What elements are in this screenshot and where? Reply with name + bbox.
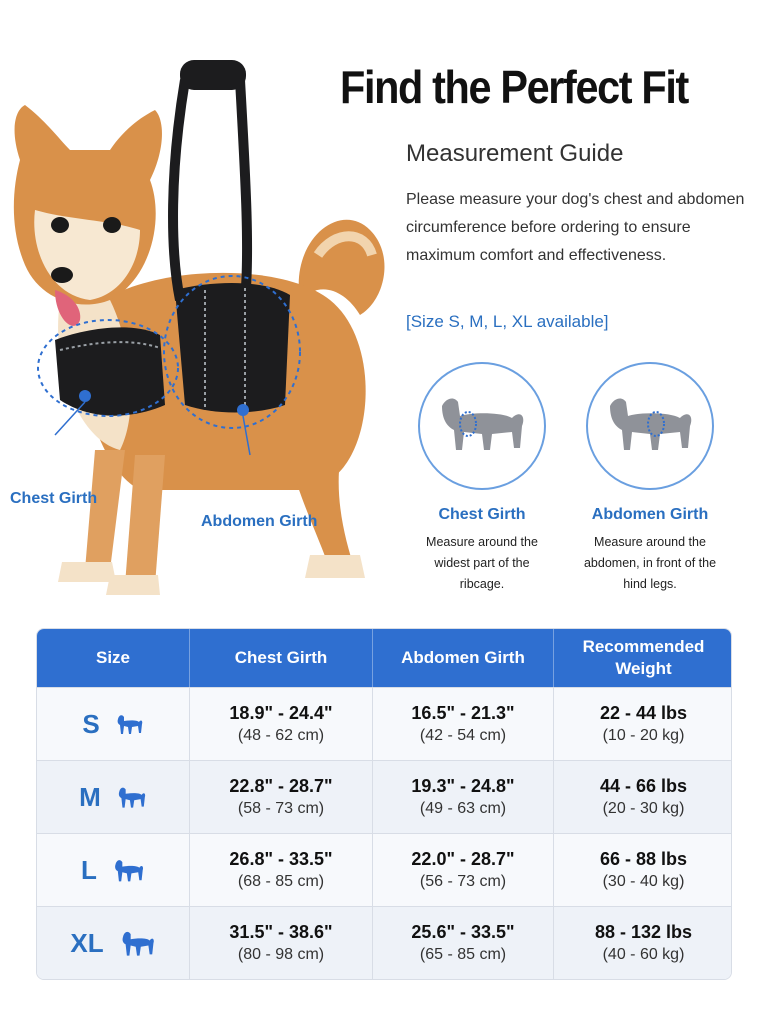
size-label: M (79, 781, 101, 812)
table-row (37, 833, 731, 906)
size-cell (37, 834, 190, 906)
weight-kg: (10 - 20 kg) (602, 727, 685, 744)
chest-girth-inches: 18.9" - 24.4" (229, 703, 333, 723)
weight-cell (554, 907, 732, 979)
dog-silhouette-icon (600, 386, 700, 466)
weight-kg: (30 - 40 kg) (602, 873, 685, 890)
chest-girth-cm: (58 - 73 cm) (237, 800, 325, 817)
chest-girth-label: Chest Girth (438, 506, 526, 523)
dog-icon (111, 855, 145, 885)
size-cell (37, 688, 190, 760)
abdomen-girth-inches: 16.5" - 21.3" (411, 703, 515, 723)
chest-girth-cell (190, 907, 373, 979)
chest-girth-cm: (68 - 85 cm) (237, 873, 325, 890)
dog-icon (115, 783, 147, 811)
abdomen-girth-cell (373, 834, 554, 906)
chest-girth-inches: 31.5" - 38.6" (229, 922, 333, 942)
size-cell (37, 761, 190, 833)
size-label: L (81, 854, 97, 885)
table-row (37, 906, 731, 979)
abdomen-girth-inches: 25.6" - 33.5" (411, 922, 515, 942)
abdomen-girth-cm: (56 - 73 cm) (419, 873, 507, 890)
sizes-available-note: [Size S, M, L, XL available] (406, 312, 609, 331)
chest-girth-cm: (48 - 62 cm) (237, 727, 325, 744)
abdomen-girth-label: Abdomen Girth (591, 506, 709, 523)
abdomen-girth-cm: (49 - 63 cm) (419, 800, 507, 817)
weight-cell (554, 761, 732, 833)
header-abdomen-girth: Abdomen Girth (373, 629, 554, 687)
chest-girth-diagram (418, 362, 546, 490)
chest-girth-callout: Chest Girth (10, 490, 98, 507)
chest-girth-cell (190, 688, 373, 760)
weight-cell (554, 688, 732, 760)
abdomen-girth-callout: Abdomen Girth (201, 513, 318, 530)
size-label: XL (70, 927, 104, 958)
abdomen-girth-cm: (65 - 85 cm) (419, 946, 507, 963)
abdomen-girth-guide-card (565, 362, 735, 595)
header-chest-girth: Chest Girth (190, 629, 373, 687)
dog-icon (114, 711, 144, 737)
weight-lbs: 66 - 88 lbs (599, 849, 688, 869)
chest-girth-inches: 26.8" - 33.5" (229, 849, 333, 869)
abdomen-girth-inches: 22.0" - 28.7" (411, 849, 515, 869)
table-header-row (37, 629, 731, 687)
dog-silhouette-icon (432, 386, 532, 466)
chest-girth-cm: (80 - 98 cm) (237, 946, 325, 963)
weight-kg: (40 - 60 kg) (602, 946, 685, 963)
abdomen-girth-cell (373, 688, 554, 760)
chest-girth-inches: 22.8" - 28.7" (229, 776, 333, 796)
measurement-intro: Please measure your dog's chest and abdomen circumference before ordering to ensure maximum comfort and effectiveness. (406, 191, 745, 264)
size-chart-table (36, 628, 732, 980)
abdomen-girth-cell (373, 907, 554, 979)
dog-harness-photo (0, 50, 400, 610)
abdomen-girth-description: Measure around the abdomen, in front of the hind legs. (583, 535, 717, 591)
weight-lbs: 88 - 132 lbs (594, 922, 693, 942)
chest-girth-description: Measure around the widest part of the ribcage. (426, 535, 538, 591)
header-size: Size (37, 629, 190, 687)
chest-girth-cell (190, 761, 373, 833)
weight-cell (554, 834, 732, 906)
size-cell (37, 907, 190, 979)
chest-girth-cell (190, 834, 373, 906)
abdomen-girth-cm: (42 - 54 cm) (419, 727, 507, 744)
table-row (37, 687, 731, 760)
weight-lbs: 22 - 44 lbs (599, 703, 688, 723)
table-row (37, 760, 731, 833)
page-title: Find the Perfect Fit (340, 61, 688, 113)
hero-dog-illustration (0, 50, 400, 610)
weight-lbs: 44 - 66 lbs (599, 776, 688, 796)
chest-girth-guide-card (397, 362, 567, 595)
dog-icon (118, 926, 156, 960)
measurement-guide-heading: Measurement Guide (406, 140, 624, 167)
header-recommended-weight: Recommended Weight (582, 637, 705, 678)
size-label: S (82, 708, 100, 739)
abdomen-girth-diagram (586, 362, 714, 490)
abdomen-girth-inches: 19.3" - 24.8" (411, 776, 515, 796)
weight-kg: (20 - 30 kg) (602, 800, 685, 817)
abdomen-girth-cell (373, 761, 554, 833)
